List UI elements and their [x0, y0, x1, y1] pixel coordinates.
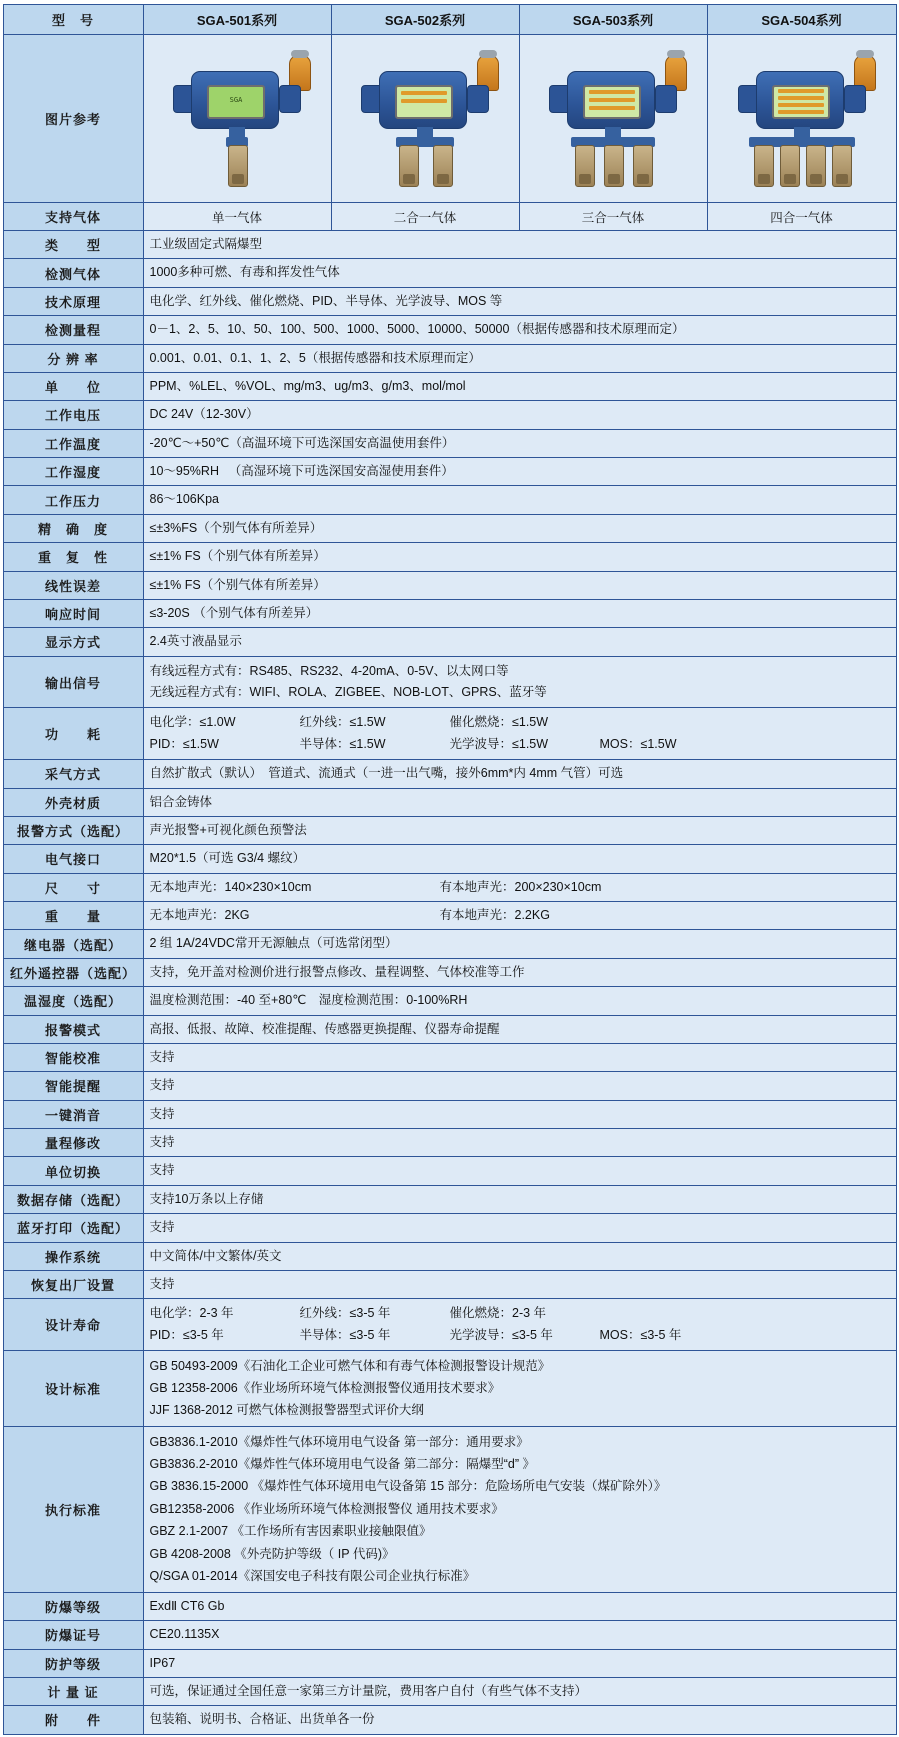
exec-standard-line: GB12358-2006 《作业场所环境气体检测报警仪 通用技术要求》: [149, 1501, 504, 1516]
table-row: [3, 1072, 896, 1100]
row-label: 电气接口: [3, 845, 143, 873]
model-502: SGA-502系列: [331, 5, 519, 35]
design-standard-line: GB 50493-2009《石油化工企业可燃气体和有毒气体检测报警设计规范》: [149, 1358, 551, 1373]
output-signal-wireless: 无线远程方式有：WIFI、ROLA、ZIGBEE、NOB-LOT、GPRS、蓝牙等: [149, 685, 547, 699]
row-label: 操作系统: [3, 1242, 143, 1270]
row-value: 0－1、2、5、10、50、100、500、1000、5000、10000、50000（根据传感器和技术原理而定）: [143, 316, 896, 344]
table-row: [3, 543, 896, 571]
exec-standard-line: GB 4208-2008 《外壳防护等级（ IP 代码)》: [149, 1546, 395, 1561]
table-row: [3, 1214, 896, 1242]
row-label: 智能提醒: [3, 1072, 143, 1100]
row-value: IP67: [143, 1649, 896, 1677]
power-value: ≤1.5W: [349, 736, 386, 751]
row-label: 线性误差: [3, 571, 143, 599]
table-row-exec-standard: [3, 1427, 896, 1593]
model-504: SGA-504系列: [707, 5, 896, 35]
row-value: 自然扩散式（默认） 管道式、流通式（一进一出气嘴，接外6mm*内 4mm 气管）可选: [143, 760, 896, 788]
row-label: 工作电压: [3, 401, 143, 429]
detector-illustration-4: [722, 41, 882, 191]
row-value: 可选，保证通过全国任意一家第三方计量院，费用客户自付（有些气体不支持）: [143, 1677, 896, 1705]
power-value: ≤1.5W: [182, 736, 219, 751]
power-key: 催化燃烧：: [449, 715, 513, 730]
power-line-2: [150, 734, 890, 755]
table-row: [3, 1185, 896, 1213]
table-row: [3, 845, 896, 873]
row-label: 恢复出厂设置: [3, 1270, 143, 1298]
row-label-image-reference: 图片参考: [3, 35, 143, 203]
row-value-design-standard: [143, 1351, 896, 1427]
row-label-exec-standard: 执行标准: [3, 1427, 143, 1593]
lifetime-value: ≤3-5 年: [349, 1306, 391, 1321]
row-value: 10～95%RH （高湿环境下可选深国安高湿使用套件）: [143, 458, 896, 486]
power-key: 半导体：: [299, 736, 350, 751]
row-value-lifetime: [143, 1299, 896, 1351]
lifetime-value: 2-3 年: [512, 1306, 547, 1321]
design-standard-line: GB 12358-2006《作业场所环境气体检测报警仪通用技术要求》: [149, 1380, 501, 1395]
row-value: PPM、%LEL、%VOL、mg/m3、ug/m3、g/m3、mol/mol: [143, 372, 896, 400]
row-label: 采气方式: [3, 760, 143, 788]
table-row: [3, 429, 896, 457]
row-value-output-signal: [143, 656, 896, 708]
row-label: 分 辨 率: [3, 344, 143, 372]
gas-support-504: 四合一气体: [707, 203, 896, 231]
power-value: ≤1.5W: [512, 736, 549, 751]
lifetime-key: 半导体：: [299, 1327, 350, 1342]
row-value: 支持: [143, 1100, 896, 1128]
size-without-alarm: 无本地声光：140×230×10cm: [149, 879, 312, 894]
table-row-output-signal: [3, 656, 896, 708]
lifetime-value: ≤3-5 年: [640, 1327, 682, 1342]
row-label: 工作湿度: [3, 458, 143, 486]
table-row: [3, 788, 896, 816]
table-row: [3, 1270, 896, 1298]
row-value-exec-standard: [143, 1427, 896, 1593]
model-501: SGA-501系列: [143, 5, 331, 35]
lifetime-value: ≤3-5 年: [182, 1327, 224, 1342]
table-row: [3, 930, 896, 958]
lifetime-key: MOS：: [599, 1327, 641, 1342]
lifetime-value: ≤3-5 年: [349, 1327, 391, 1342]
row-value: 2.4英寸液晶显示: [143, 628, 896, 656]
table-row: [3, 401, 896, 429]
row-value: ≤±1% FS（个别气体有所差异）: [143, 543, 896, 571]
table-row: [3, 628, 896, 656]
row-label-output-signal: 输出信号: [3, 656, 143, 708]
row-value: 声光报警+可视化颜色预警法: [143, 816, 896, 844]
row-value: CE20.1135X: [143, 1621, 896, 1649]
weight-with-alarm: 有本地声光：2.2KG: [439, 908, 550, 922]
output-signal-wired: 有线远程方式有：RS485、RS232、4-20mA、0-5V、以太网口等: [149, 663, 509, 678]
table-row: [3, 259, 896, 287]
row-label: 继电器（选配）: [3, 930, 143, 958]
table-row: [3, 1100, 896, 1128]
row-value: 1000多种可燃、有毒和挥发性气体: [143, 259, 896, 287]
row-value: -20℃～+50℃（高温环境下可选深国安高温使用套件）: [143, 429, 896, 457]
power-key: PID：: [149, 736, 183, 751]
detector-illustration-1: [157, 41, 317, 191]
exec-standard-line: GBZ 2.1-2007 《工作场所有害因素职业接触限值》: [149, 1524, 432, 1539]
lifetime-key: PID：: [149, 1327, 183, 1342]
table-row: [3, 760, 896, 788]
row-value: 电化学、红外线、催化燃烧、PID、半导体、光学波导、MOS 等: [143, 287, 896, 315]
row-label-gas-support: 支持气体: [3, 203, 143, 231]
table-row: [3, 1677, 896, 1705]
row-label: 防护等级: [3, 1649, 143, 1677]
row-value: 高报、低报、故障、校准提醒、传感器更换提醒、仪器寿命提醒: [143, 1015, 896, 1043]
table-row: [3, 571, 896, 599]
row-label-design-standard: 设计标准: [3, 1351, 143, 1427]
table-row: [3, 1706, 896, 1734]
table-row: [3, 514, 896, 542]
row-label: 工作压力: [3, 486, 143, 514]
row-value: 铝合金铸体: [143, 788, 896, 816]
row-label: 工作温度: [3, 429, 143, 457]
row-label: 防爆等级: [3, 1592, 143, 1620]
table-row: [3, 1242, 896, 1270]
row-value: 支持10万条以上存储: [143, 1185, 896, 1213]
row-label: 单 位: [3, 372, 143, 400]
row-label-lifetime: 设计寿命: [3, 1299, 143, 1351]
lifetime-key: 电化学：: [149, 1306, 200, 1321]
detector-illustration-2: [345, 41, 505, 191]
table-row: [3, 287, 896, 315]
table-row: [3, 1157, 896, 1185]
specification-table: [3, 4, 897, 1735]
table-row: [3, 1649, 896, 1677]
row-label-model: 型 号: [3, 5, 143, 35]
power-key: MOS：: [599, 736, 641, 751]
row-label: 红外遥控器（选配）: [3, 958, 143, 986]
row-label: 显示方式: [3, 628, 143, 656]
row-label: 响应时间: [3, 599, 143, 627]
row-label: 计 量 证: [3, 1677, 143, 1705]
row-label: 检测量程: [3, 316, 143, 344]
row-label: 报警方式（选配）: [3, 816, 143, 844]
row-value-weight: [143, 902, 896, 930]
gas-support-501: 单一气体: [143, 203, 331, 231]
power-key: 红外线：: [299, 715, 350, 730]
row-label: 精 确 度: [3, 514, 143, 542]
table-row: [3, 599, 896, 627]
row-label: 类 型: [3, 231, 143, 259]
power-value: ≤1.0W: [199, 715, 236, 730]
table-row-size: [3, 873, 896, 901]
table-row: [3, 316, 896, 344]
row-label: 蓝牙打印（选配）: [3, 1214, 143, 1242]
table-row: [3, 1015, 896, 1043]
row-value: ≤±3%FS（个别气体有所差异）: [143, 514, 896, 542]
table-row: [3, 1129, 896, 1157]
table-row: [3, 816, 896, 844]
table-row-design-standard: [3, 1351, 896, 1427]
device-image-504: [707, 35, 896, 203]
row-value: 支持: [143, 1072, 896, 1100]
row-value: 支持: [143, 1043, 896, 1071]
power-value: ≤1.5W: [640, 736, 677, 751]
row-value: DC 24V（12-30V）: [143, 401, 896, 429]
row-value: 温度检测范围：-40 至+80℃ 湿度检测范围：0-100%RH: [143, 987, 896, 1015]
table-row: [3, 1592, 896, 1620]
row-value: 支持: [143, 1214, 896, 1242]
row-value: ExdⅡ CT6 Gb: [143, 1592, 896, 1620]
row-label: 量程修改: [3, 1129, 143, 1157]
table-row-weight: [3, 902, 896, 930]
row-label: 防爆证号: [3, 1621, 143, 1649]
row-label: 技术原理: [3, 287, 143, 315]
power-value: ≤1.5W: [349, 715, 386, 730]
row-value: 支持: [143, 1270, 896, 1298]
exec-standard-line: GB3836.1-2010《爆炸性气体环境用电气设备 第一部分：通用要求》: [149, 1434, 529, 1449]
exec-standard-line: Q/SGA 01-2014《深国安电子科技有限公司企业执行标准》: [149, 1568, 476, 1583]
row-value: 支持，免开盖对检测价进行报警点修改、量程调整、气体校准等工作: [143, 958, 896, 986]
power-key: 电化学：: [149, 715, 200, 730]
table-row: [3, 1043, 896, 1071]
design-standard-line: JJF 1368-2012 可燃气体检测报警器型式评价大纲: [149, 1403, 424, 1418]
lifetime-value: 2-3 年: [199, 1306, 234, 1321]
table-row: [3, 1621, 896, 1649]
row-label-weight: 重 量: [3, 902, 143, 930]
model-503: SGA-503系列: [519, 5, 707, 35]
detector-illustration-3: [533, 41, 693, 191]
lifetime-value: ≤3-5 年: [512, 1327, 553, 1342]
row-label: 智能校准: [3, 1043, 143, 1071]
table-row-images: [3, 35, 896, 203]
power-value: ≤1.5W: [512, 715, 549, 730]
table-row: [3, 958, 896, 986]
size-with-alarm: 有本地声光：200×230×10cm: [439, 879, 602, 894]
row-value-power: [143, 708, 896, 760]
row-label: 检测气体: [3, 259, 143, 287]
row-value: 工业级固定式隔爆型: [143, 231, 896, 259]
row-label: 报警模式: [3, 1015, 143, 1043]
row-label: 重 复 性: [3, 543, 143, 571]
lifetime-key: 光学波导：: [449, 1327, 513, 1342]
device-screen-text: SGA: [229, 96, 243, 104]
table-row: [3, 458, 896, 486]
row-value: 支持: [143, 1157, 896, 1185]
row-value: 86～106Kpa: [143, 486, 896, 514]
exec-standard-line: GB3836.2-2010《爆炸性气体环境用电气设备 第二部分：隔爆型“d” 》: [149, 1457, 535, 1471]
row-label: 数据存储（选配）: [3, 1185, 143, 1213]
table-row: [3, 231, 896, 259]
table-row-gas-support: [3, 203, 896, 231]
table-row-lifetime: [3, 1299, 896, 1351]
lifetime-key: 催化燃烧：: [449, 1306, 513, 1321]
row-value: 支持: [143, 1129, 896, 1157]
table-row: [3, 372, 896, 400]
power-line-1: [150, 712, 890, 733]
row-value: ≤±1% FS（个别气体有所差异）: [143, 571, 896, 599]
device-image-502: [331, 35, 519, 203]
lifetime-line-2: [150, 1325, 890, 1346]
table-row-power: [3, 708, 896, 760]
row-value: 0.001、0.01、0.1、1、2、5（根据传感器和技术原理而定）: [143, 344, 896, 372]
gas-support-503: 三合一气体: [519, 203, 707, 231]
row-value: M20*1.5（可选 G3/4 螺纹）: [143, 845, 896, 873]
device-image-503: [519, 35, 707, 203]
row-label: 温湿度（选配）: [3, 987, 143, 1015]
row-value: 中文简体/中文繁体/英文: [143, 1242, 896, 1270]
weight-without-alarm: 无本地声光：2KG: [149, 908, 250, 922]
row-label: 一键消音: [3, 1100, 143, 1128]
table-row-model-header: [3, 5, 896, 35]
power-key: 光学波导：: [449, 736, 513, 751]
row-label: 单位切换: [3, 1157, 143, 1185]
row-label: 附 件: [3, 1706, 143, 1734]
table-row: [3, 486, 896, 514]
table-row: [3, 344, 896, 372]
table-row: [3, 987, 896, 1015]
lifetime-line-1: [150, 1303, 890, 1324]
row-value: ≤3-20S （个别气体有所差异）: [143, 599, 896, 627]
lifetime-key: 红外线：: [299, 1306, 350, 1321]
row-value: 包装箱、说明书、合格证、出货单各一份: [143, 1706, 896, 1734]
row-value: 2 组 1A/24VDC常开无源触点（可选常闭型）: [143, 930, 896, 958]
device-image-501: [143, 35, 331, 203]
row-label-size: 尺 寸: [3, 873, 143, 901]
row-value-size: [143, 873, 896, 901]
exec-standard-line: GB 3836.15-2000 《爆炸性气体环境用电气设备第 15 部分：危险场所电气安装（煤矿除外）》: [149, 1479, 667, 1494]
gas-support-502: 二合一气体: [331, 203, 519, 231]
row-label-power: 功 耗: [3, 708, 143, 760]
row-label: 外壳材质: [3, 788, 143, 816]
